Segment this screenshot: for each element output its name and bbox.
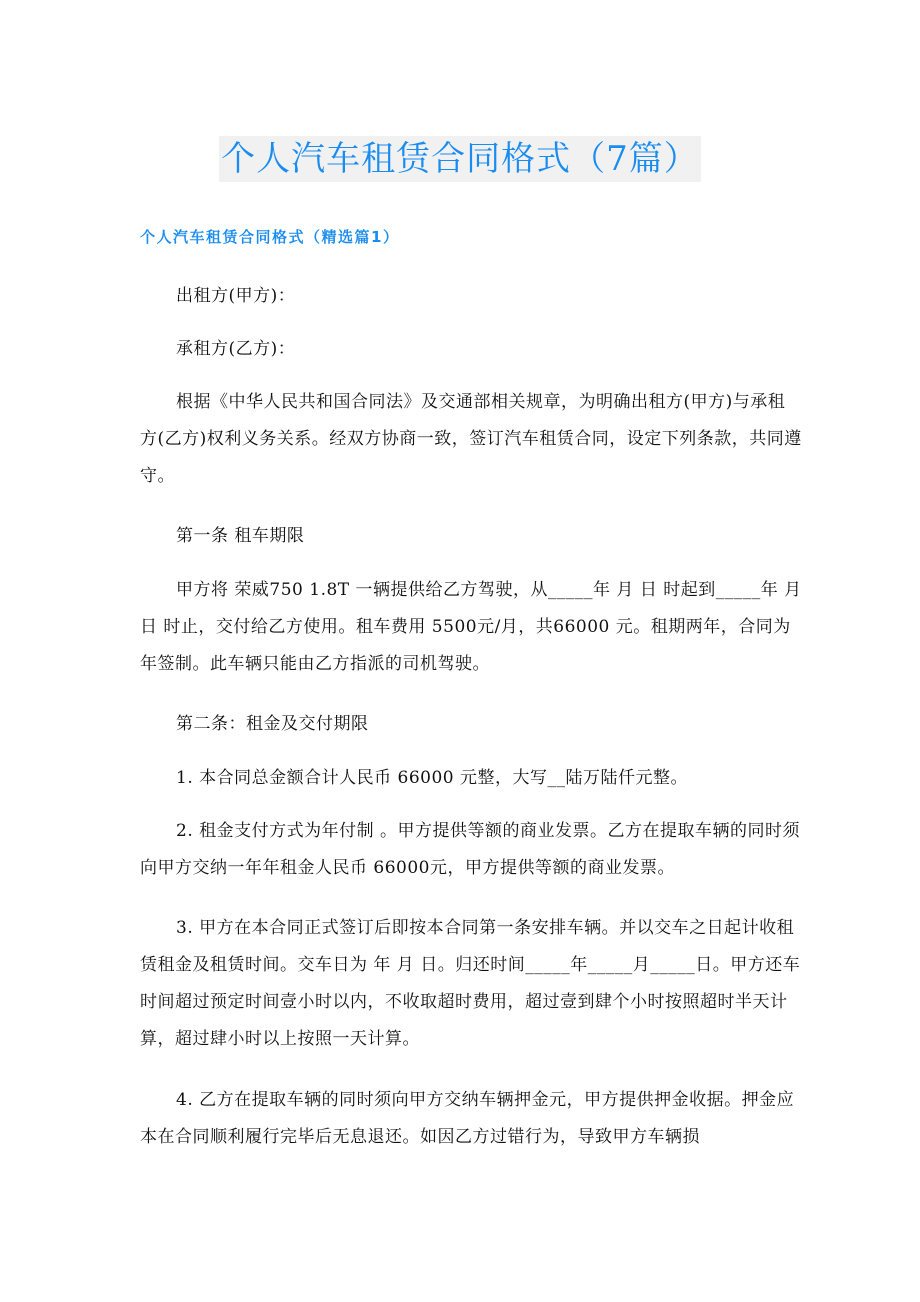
paragraph-lessor: 出租方(甲方)： [176, 286, 296, 306]
article-1-heading: 第一条 租车期限 [176, 526, 305, 546]
title-container [0, 136, 920, 182]
article-1-body: 甲方将 荣威750 1.8T 一辆提供给乙方驾驶，从_____年 月 日 时起到_____年 月 日 时止，交付给乙方使用。租车费用 5500元/月，共66000 元。租期两年，合同为年签制。此车辆只能由乙方指派的司机驾驶。 [140, 580, 802, 674]
paragraph-lessee: 承租方(乙方)： [176, 339, 296, 359]
clause-2: 2. 租金支付方式为年付制 。甲方提供等额的商业发票。乙方在提取车辆的同时须向甲方交纳一年年租金人民币 66000元，甲方提供等额的商业发票。 [140, 821, 801, 878]
document-title: 个人汽车租赁合同格式（7篇） [219, 136, 701, 182]
clause-3: 3. 甲方在本合同正式签订后即按本合同第一条安排车辆。并以交车之日起计收租赁租金及租赁时间。交车日为 年 月 日。归还时间_____年_____月_____日。甲方还车时间超过预定时间壹小时以内，不收取超时费用，超过壹到肆个小时按照超时半天计算，超过肆小时以上按照一天计算。 [140, 918, 801, 1049]
section-heading: 个人汽车租赁合同格式（精选篇1） [140, 228, 400, 246]
article-2-heading: 第二条：租金及交付期限 [176, 714, 369, 734]
paragraph-preamble: 根据《中华人民共和国合同法》及交通部相关规章，为明确出租方(甲方)与承租方(乙方)权利义务关系。经双方协商一致，签订汽车租赁合同，设定下列条款，共同遵守。 [140, 392, 802, 486]
clause-4: 4. 乙方在提取车辆的同时须向甲方交纳车辆押金元，甲方提供押金收据。押金应本在合同顺利履行完毕后无息退还。如因乙方过错行为，导致甲方车辆损 [140, 1090, 795, 1147]
clause-1: 1. 本合同总金额合计人民币 66000 元整，大写__陆万陆仟元整。 [176, 768, 689, 788]
